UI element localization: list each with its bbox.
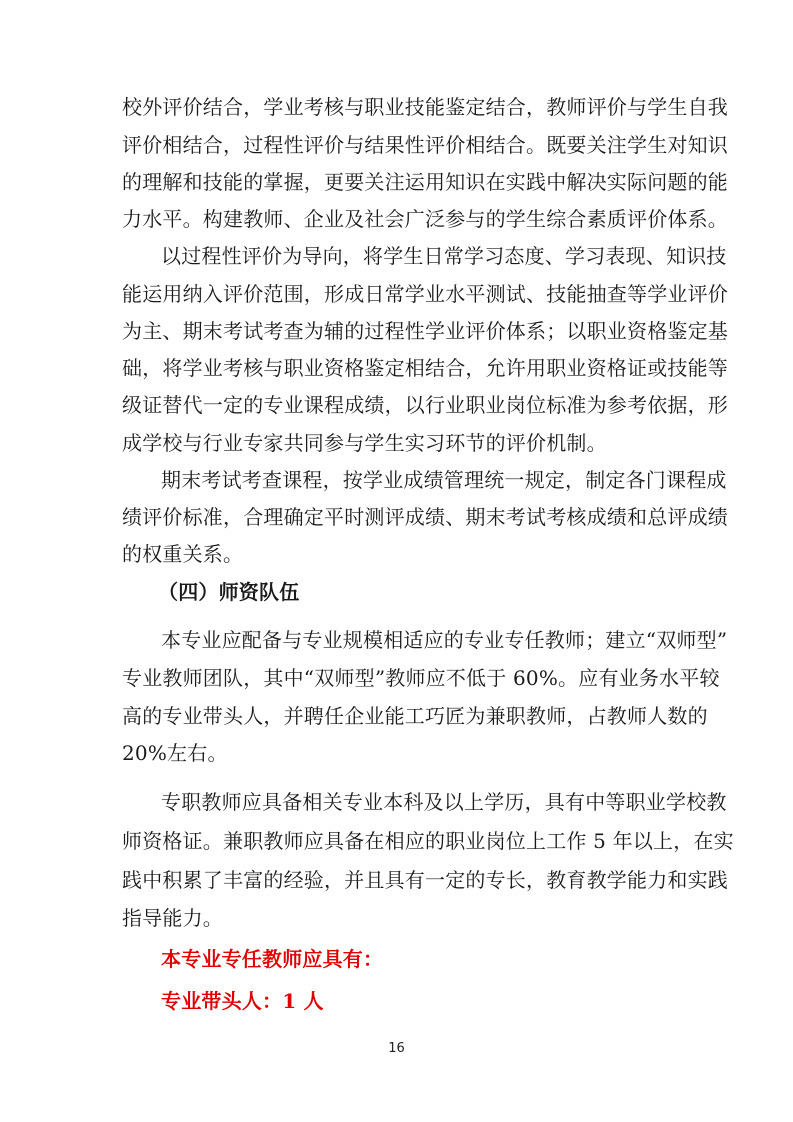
body-text-line: 级证替代一定的专业课程成绩，以行业职业岗位标准为参考依据，形 [122,393,728,417]
body-text-line: 以过程性评价为导向，将学生日常学习态度、学习表现、知识技 [161,244,727,268]
highlight-intro: 本专业专任教师应具有： [161,947,384,971]
body-text-line: 本专业应配备与专业规模相适应的专业专任教师；建立“双师型” [161,628,728,652]
body-text-line: 为主、期末考试考查为辅的过程性学业评价体系；以职业资格鉴定基 [122,319,728,343]
highlight-leader: 专业带头人：1 人 [161,989,324,1013]
body-text-line: 成学校与行业专家共同参与学生实习环节的评价机制。 [122,431,607,455]
body-text-line: 绩评价标准，合理确定平时测评成绩、期末考试考核成绩和总评成绩 [122,505,728,529]
body-text-line: 师资格证。兼职教师应具备在相应的职业岗位上工作 5 年以上，在实 [122,829,734,853]
page-number: 16 [388,1041,405,1056]
body-text-line: 能运用纳入评价范围，形成日常学业水平测试、技能抽查等学业评价 [122,282,728,306]
body-text-line: 20%左右。 [122,741,228,765]
section-heading: （四）师资队伍 [158,580,300,604]
body-text-line: 期末考试考查课程，按学业成绩管理统一规定，制定各门课程成 [161,468,727,492]
body-text-line: 高的专业带头人，并聘任企业能工巧匠为兼职教师，占教师人数的 [122,704,708,728]
body-text-line: 的理解和技能的掌握，更要关注运用知识在实践中解决实际问题的能 [122,170,728,194]
body-text-line: 评价相结合，过程性评价与结果性评价相结合。既要关注学生对知识 [122,133,728,157]
body-text-line: 的权重关系。 [122,542,244,566]
body-text-line: 专业教师团队，其中“双师型”教师应不低于 60%。应有业务水平较 [122,666,720,690]
body-text-line: 专职教师应具备相关专业本科及以上学历，具有中等职业学校教 [161,790,727,814]
body-text-line: 践中积累了丰富的经验，并且具有一定的专长，教育教学能力和实践 [122,868,728,892]
body-text-line: 力水平。构建教师、企业及社会广泛参与的学生综合素质评价体系。 [122,207,728,231]
body-text-line: 校外评价结合，学业考核与职业技能鉴定结合，教师评价与学生自我 [122,95,728,119]
body-text-line: 指导能力。 [122,906,223,930]
body-text-line: 础，将学业考核与职业资格鉴定相结合，允许用职业资格证或技能等 [122,356,728,380]
